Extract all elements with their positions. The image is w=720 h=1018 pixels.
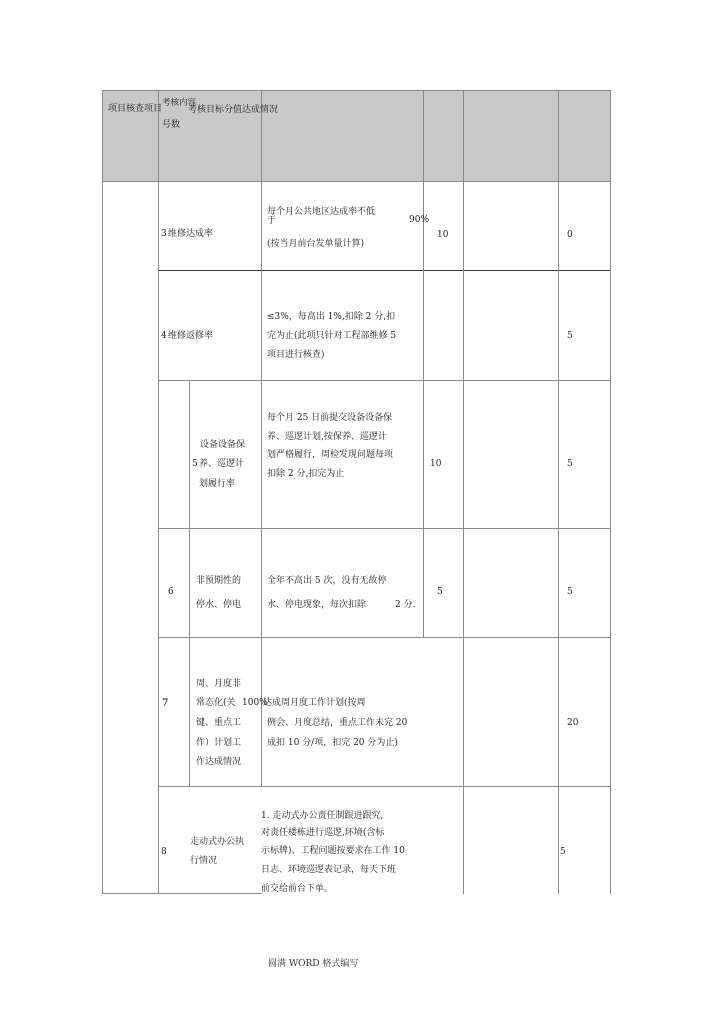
- row-name-line: 划履行率: [199, 479, 236, 489]
- row-content-line: 1. 走动式办公责任制跟进跟究,: [261, 811, 384, 821]
- row-content-line: 每个月公共地区达成率不低: [267, 207, 376, 217]
- row-content-line: 成扣 10 分/项，扣完 20 分为止): [267, 738, 398, 748]
- row-number: 7: [162, 698, 169, 709]
- row-content-line: 项目进行核查): [267, 350, 325, 360]
- table-border-right: [610, 90, 611, 894]
- row-content-line: 扣除 2 分,扣完为止: [267, 469, 345, 479]
- row-content-tail: 2 分.: [395, 600, 416, 610]
- row-content-line: 完为止(此项只针对工程部维修 5: [267, 331, 397, 341]
- row-content-line: 前交给前台下单。: [261, 884, 334, 894]
- row-name: 维修返修率: [168, 331, 214, 341]
- row-number: 5: [192, 459, 198, 469]
- row-number: 4: [161, 331, 167, 341]
- table-border-left: [102, 90, 103, 894]
- row-rule: [158, 270, 611, 271]
- row-score: 10: [430, 459, 442, 469]
- row-number: 8: [161, 847, 167, 857]
- row-name-line: 养、巡逻计: [199, 459, 245, 469]
- row-result: 5: [560, 847, 566, 857]
- row-result: 0: [567, 230, 573, 240]
- row-content-line: 达成周月度工作计划(按周: [263, 698, 366, 708]
- row-name-line: 周、月度非: [196, 679, 242, 689]
- row-name-line: 设备设备保: [200, 440, 246, 450]
- header-target: 考核目标分值达成情况: [188, 105, 279, 115]
- row-result: 5: [567, 331, 573, 341]
- table-border-bottom: [102, 893, 262, 894]
- row-name-line: 非预期性的: [196, 576, 242, 586]
- row-name-line: 停水、停电: [196, 600, 242, 610]
- row-content-line: 每个月 25 日前提交设备设备保: [267, 413, 393, 423]
- row-content-line: ≤3%，每高出 1%,扣除 2 分,扣: [267, 312, 396, 322]
- row-result: 5: [567, 587, 573, 597]
- row-rule: [158, 528, 611, 529]
- row-result: 20: [567, 718, 579, 728]
- column-rule: [558, 90, 559, 894]
- row-content-line: 对责任楼栋进行巡逻,环境(含标: [261, 828, 385, 838]
- row-number: 3: [161, 229, 167, 239]
- row-content-line: 养、巡逻计划,按保养、巡逻计: [267, 432, 387, 442]
- row-name-line: 常态化(关: [196, 698, 236, 708]
- row-name-line: 键、重点工: [196, 718, 242, 728]
- row-content-line: 示标牌)、工程问题按要求在工作 10: [261, 846, 405, 856]
- row-score: 5: [437, 587, 443, 597]
- row-rule: [158, 637, 611, 638]
- row-content-line: 日志、环境巡逻表记录，每天下班: [261, 865, 397, 875]
- row-percent: 90%: [409, 215, 430, 225]
- row-rule: [158, 380, 611, 381]
- row-rule: [158, 786, 611, 787]
- column-rule: [261, 90, 262, 786]
- row-name-line: 作）计划工: [196, 738, 242, 748]
- header-item: 项目核查项目: [108, 104, 163, 114]
- column-rule: [158, 90, 159, 894]
- row-content-line: 全年不高出 5 次，没有无故停: [267, 576, 387, 586]
- row-name-line: 行情况: [190, 856, 218, 866]
- row-result: 5: [567, 459, 573, 469]
- row-name-line: 作达成情况: [196, 757, 242, 767]
- row-name-line: 走动式办公执: [190, 837, 245, 847]
- column-rule: [423, 90, 424, 637]
- column-rule: [189, 380, 190, 786]
- row-content-line: 划严格履行，周检发现问题每项: [267, 450, 394, 460]
- row-percent: 100%: [242, 698, 268, 708]
- header-content: 考核内容: [162, 98, 197, 108]
- header-number: 号数: [162, 120, 181, 130]
- row-score: 10: [437, 230, 449, 240]
- row-content-line: 水、停电现象，每次扣除: [267, 600, 367, 610]
- page-footer: 圆满 WORD 格式编写: [268, 959, 359, 969]
- table-border-top: [102, 90, 611, 91]
- row-content-line: (按当月前台发单量计算): [267, 239, 365, 249]
- row-content-line: 于: [267, 216, 277, 226]
- row-content-line: 例会、月度总结，重点工作未完 20: [267, 718, 408, 728]
- row-number: 6: [168, 587, 174, 597]
- column-rule: [463, 90, 464, 894]
- header-bottom-rule: [102, 181, 611, 182]
- row-name: 维修达成率: [168, 229, 214, 239]
